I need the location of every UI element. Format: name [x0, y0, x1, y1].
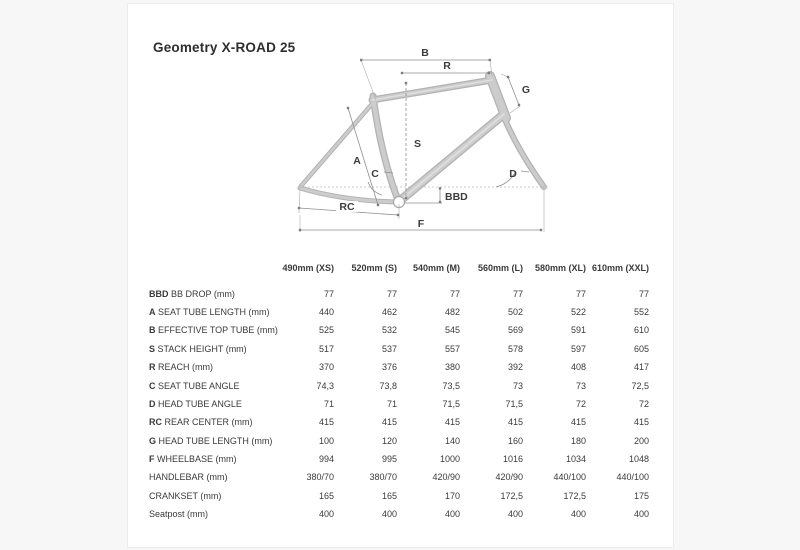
cell-value: 532 — [381, 325, 397, 336]
cell-value: 77 — [638, 288, 649, 299]
cell-value: 71,5 — [505, 398, 523, 409]
cell-value: 100 — [318, 435, 334, 446]
dim-label-f: F — [417, 218, 425, 230]
dim-label-b: B — [421, 47, 429, 59]
document-page — [127, 3, 674, 548]
row-label: C SEAT TUBE ANGLE — [149, 380, 240, 391]
column-header-size-5: 610mm (XXL) — [591, 263, 649, 274]
cell-value: 462 — [381, 306, 397, 317]
column-header-size-3: 560mm (L) — [477, 263, 523, 274]
cell-value: 73,5 — [442, 380, 460, 391]
cell-value: 392 — [507, 362, 523, 373]
cell-value: 415 — [381, 417, 397, 428]
cell-value: 502 — [507, 306, 523, 317]
cell-value: 440/100 — [553, 472, 586, 483]
dim-label-bbd: BBD — [445, 191, 468, 203]
geometry-table — [149, 259, 649, 523]
row-label-prefix: G — [149, 435, 157, 446]
cell-value: 71 — [386, 398, 397, 409]
cell-value: 420/90 — [432, 472, 460, 483]
cell-value: 165 — [318, 490, 334, 501]
cell-value: 415 — [507, 417, 523, 428]
row-label: R REACH (mm) — [149, 362, 213, 373]
table-row — [149, 303, 649, 321]
cell-value: 400 — [444, 509, 460, 520]
dim-label-d: D — [509, 168, 517, 180]
row-label-prefix: R — [149, 362, 156, 373]
cell-value: 400 — [381, 509, 397, 520]
cell-value: 71,5 — [442, 398, 460, 409]
cell-value: 77 — [449, 288, 460, 299]
cell-value: 77 — [575, 288, 586, 299]
row-label: A SEAT TUBE LENGTH (mm) — [149, 306, 270, 317]
cell-value: 72,5 — [631, 380, 649, 391]
cell-value: 400 — [318, 509, 334, 520]
cell-value: 552 — [633, 306, 649, 317]
cell-value: 537 — [381, 343, 397, 354]
column-header-size-0: 490mm (XS) — [282, 263, 334, 274]
cell-value: 370 — [318, 362, 334, 373]
row-label: BBD BB DROP (mm) — [149, 288, 235, 299]
column-header-size-4: 580mm (XL) — [534, 263, 586, 274]
cell-value: 1016 — [502, 454, 523, 465]
table-row — [149, 321, 649, 339]
cell-value: 380/70 — [306, 472, 334, 483]
cell-value: 77 — [323, 288, 334, 299]
row-label: G HEAD TUBE LENGTH (mm) — [149, 435, 273, 446]
cell-value: 482 — [444, 306, 460, 317]
column-header-size-1: 520mm (S) — [351, 263, 397, 274]
dim-label-s: S — [414, 138, 422, 150]
row-label-prefix: RC — [149, 417, 162, 428]
dim-label-r: R — [443, 60, 451, 72]
cell-value: 1048 — [628, 454, 649, 465]
cell-value: 578 — [507, 343, 523, 354]
cell-value: 605 — [633, 343, 649, 354]
cell-value: 525 — [318, 325, 334, 336]
row-label: HANDLEBAR (mm) — [149, 472, 228, 483]
cell-value: 400 — [507, 509, 523, 520]
cell-value: 994 — [318, 454, 334, 465]
row-label-prefix: A — [149, 306, 156, 317]
cell-value: 120 — [381, 435, 397, 446]
row-label-prefix: S — [149, 343, 156, 354]
cell-value: 557 — [444, 343, 460, 354]
cell-value: 610 — [633, 325, 649, 336]
cell-value: 1034 — [565, 454, 586, 465]
cell-value: 400 — [570, 509, 586, 520]
row-label: B EFFECTIVE TOP TUBE (mm) — [149, 325, 278, 336]
table-header-row — [149, 259, 649, 277]
row-label: F WHEELBASE (mm) — [149, 454, 237, 465]
row-label-prefix: BBD — [149, 288, 169, 299]
column-header-size-2: 540mm (M) — [412, 263, 460, 274]
cell-value: 376 — [381, 362, 397, 373]
cell-value: 74,3 — [316, 380, 334, 391]
cell-value: 170 — [444, 490, 460, 501]
cell-value: 380/70 — [369, 472, 397, 483]
cell-value: 165 — [381, 490, 397, 501]
cell-value: 380 — [444, 362, 460, 373]
cell-value: 415 — [633, 417, 649, 428]
cell-value: 995 — [381, 454, 397, 465]
cell-value: 73,8 — [379, 380, 397, 391]
row-label: D HEAD TUBE ANGLE — [149, 398, 242, 409]
table-row — [149, 432, 649, 450]
cell-value: 72 — [638, 398, 649, 409]
cell-value: 591 — [570, 325, 586, 336]
dim-label-a: A — [353, 155, 361, 167]
cell-value: 545 — [444, 325, 460, 336]
cell-value: 140 — [444, 435, 460, 446]
row-label-prefix: B — [149, 325, 156, 336]
cell-value: 1000 — [439, 454, 460, 465]
table-row — [149, 487, 649, 505]
cell-value: 415 — [570, 417, 586, 428]
table-row — [149, 450, 649, 468]
cell-value: 417 — [633, 362, 649, 373]
table-row — [149, 468, 649, 486]
cell-value: 77 — [386, 288, 397, 299]
cell-value: 440 — [318, 306, 334, 317]
table-row — [149, 358, 649, 376]
row-label: S STACK HEIGHT (mm) — [149, 343, 247, 354]
row-label: CRANKSET (mm) — [149, 490, 222, 501]
frame-geometry-diagram — [286, 43, 582, 243]
cell-value: 180 — [570, 435, 586, 446]
cell-value: 420/90 — [495, 472, 523, 483]
cell-value: 71 — [323, 398, 334, 409]
cell-value: 517 — [318, 343, 334, 354]
dim-label-c: C — [371, 168, 379, 180]
cell-value: 408 — [570, 362, 586, 373]
cell-value: 415 — [444, 417, 460, 428]
cell-value: 415 — [318, 417, 334, 428]
row-label-prefix: D — [149, 398, 156, 409]
row-label-prefix: F — [149, 454, 155, 465]
cell-value: 72 — [575, 398, 586, 409]
row-label: Seatpost (mm) — [149, 509, 209, 520]
cell-value: 440/100 — [616, 472, 649, 483]
table-row — [149, 413, 649, 431]
cell-value: 597 — [570, 343, 586, 354]
cell-value: 172,5 — [563, 490, 586, 501]
row-label: RC REAR CENTER (mm) — [149, 417, 253, 428]
table-row — [149, 284, 649, 302]
cell-value: 569 — [507, 325, 523, 336]
cell-value: 172,5 — [500, 490, 523, 501]
table-row — [149, 340, 649, 358]
row-label-prefix: C — [149, 380, 156, 391]
cell-value: 160 — [507, 435, 523, 446]
cell-value: 73 — [575, 380, 586, 391]
cell-value: 400 — [633, 509, 649, 520]
table-row — [149, 505, 649, 523]
page-title: Geometry X-ROAD 25 — [153, 40, 296, 55]
rear-dropout — [298, 185, 302, 189]
cell-value: 200 — [633, 435, 649, 446]
cell-value: 175 — [633, 490, 649, 501]
cell-value: 77 — [512, 288, 523, 299]
front-dropout — [543, 185, 548, 190]
table-row — [149, 376, 649, 394]
dim-label-rc: RC — [339, 201, 355, 213]
cell-value: 73 — [512, 380, 523, 391]
table-row — [149, 395, 649, 413]
dim-label-g: G — [521, 84, 531, 96]
cell-value: 522 — [570, 306, 586, 317]
